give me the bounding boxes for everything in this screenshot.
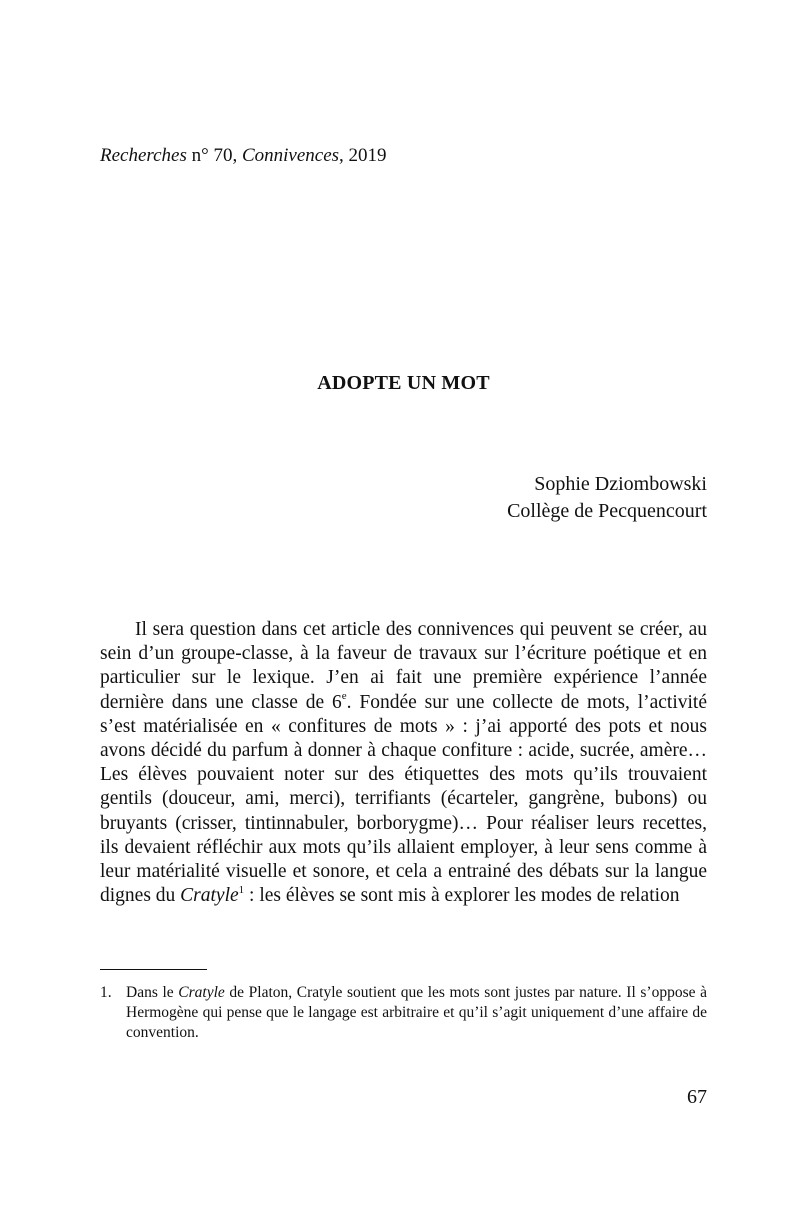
footnote-number: 1. [100, 984, 112, 1001]
issue-theme: Connivences [241, 145, 340, 166]
page-number: 67 [687, 1086, 707, 1108]
journal-name: Recherches [100, 145, 187, 166]
body-text-part-3: : les élèves se sont mis à explorer les modes de relation [244, 885, 680, 907]
issue-year: , 2019 [339, 145, 387, 166]
running-header [100, 144, 387, 168]
body-text-part-1: Il sera question dans cet article des connivences qui peuvent se créer, au sein d’un groupe-classe, à la faveur de travaux sur l’écriture poétique et en particulier sur le lexique. J’en ai fait une première expérience l’année dernière dans une classe de 6 [100, 619, 707, 713]
author-block [507, 471, 707, 525]
ordinal-superscript: e [341, 690, 347, 703]
footnote-cratyle-title: Cratyle [178, 984, 225, 1001]
footnote-text-part-2: de Platon, Cratyle soutient que les mots sont justes par nature. Il s’oppose à Hermogène qui pense que le langage est arbitraire et qu’il s’agit uniquement d’une affaire de convention. [126, 984, 707, 1041]
body-paragraph [100, 618, 707, 908]
cratyle-title: Cratyle [180, 885, 239, 907]
author-affiliation: Collège de Pecquencourt [507, 500, 707, 522]
article-title: ADOPTE UN MOT [317, 372, 490, 394]
footnote-text [126, 983, 707, 1043]
author-name: Sophie Dziombowski [534, 473, 707, 495]
issue-number: n° 70, [186, 145, 242, 166]
footnote-text-part-1: Dans le [126, 984, 179, 1001]
footnote-divider [100, 969, 207, 970]
footnote [100, 983, 707, 1043]
body-text-part-2: . Fondée sur une collecte de mots, l’activité s’est matérialisée en « confitures de mots » : j’ai apporté des pots et nous avons décidé du parfum à donner à chaque confiture : acide, sucrée, amère… Les élèves pouvaient noter sur des étiquettes des mots qu’ils trouvaient gentils (douceur, ami, merci), terrifiants (écarteler, gangrène, bubons) ou bruyants (crisser, tintinnabuler, borborygme)… Pour réaliser leurs recettes, ils devaient réfléchir aux mots qu’ils allaient employer, à leur sens comme à leur matérialité visuelle et sonore, et cela a entrainé des débats sur la langue dignes du [100, 691, 707, 907]
footnote-reference[interactable]: 1 [238, 883, 245, 896]
